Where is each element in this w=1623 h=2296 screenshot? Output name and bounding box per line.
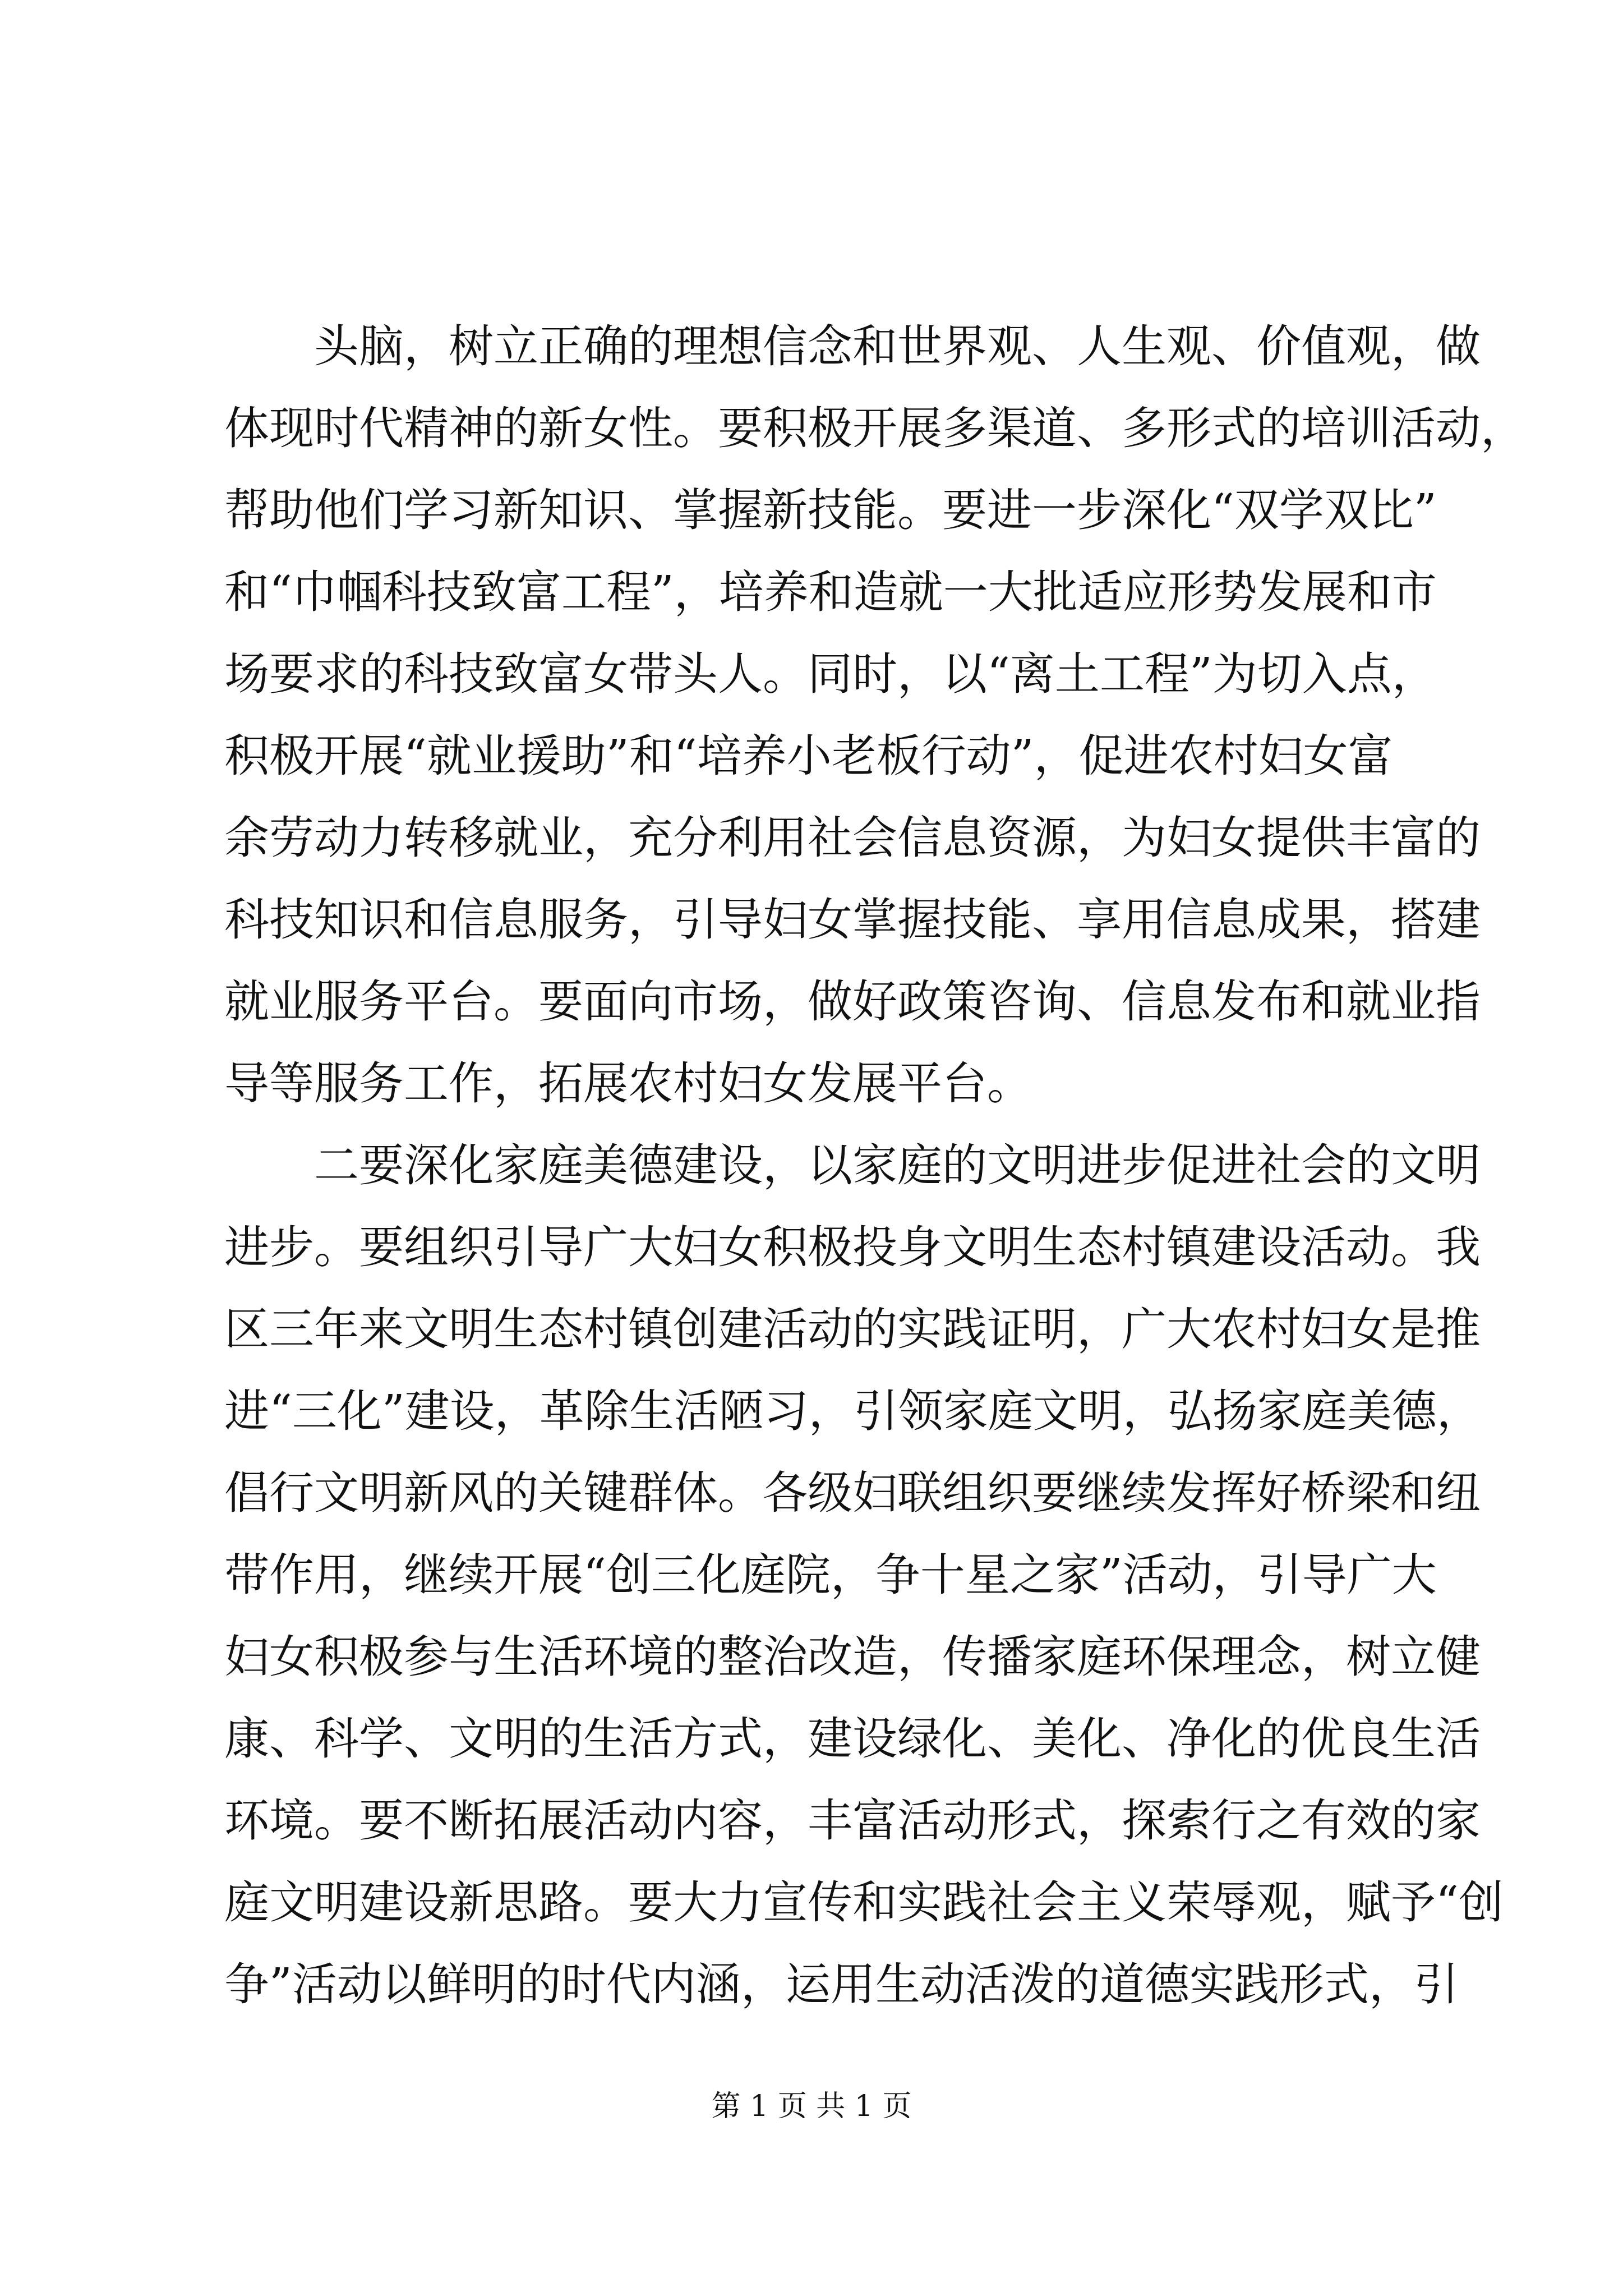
text-line: 积极开展“就业援助”和“培养小老板行动”，促进农村妇女富 [224, 730, 1393, 782]
text-line: 倡行文明新风的关键群体。各级妇联组织要继续发挥好桥梁和纽 [224, 1467, 1481, 1519]
page-footer [0, 2087, 1623, 2126]
text-line: 康、科学、文明的生活方式，建设绿化、美化、净化的优良生活 [224, 1713, 1481, 1765]
text-line: 体现时代精神的新女性。要积极开展多渠道、多形式的培训活动， [224, 402, 1525, 454]
text-line: 和“巾帼科技致富工程”，培养和造就一大批适应形势发展和市 [224, 566, 1437, 618]
text-line: 进步。要组织引导广大妇女积极投身文明生态村镇建设活动。我 [224, 1221, 1481, 1273]
text-line: 庭文明建设新思路。要大力宣传和实践社会主义荣辱观，赋予“创 [224, 1876, 1504, 1929]
text-line: 妇女积极参与生活环境的整治改造，传播家庭环保理念，树立健 [224, 1631, 1481, 1683]
text-line: 科技知识和信息服务，引导妇女掌握技能、享用信息成果，搭建 [224, 894, 1481, 946]
text-line: 就业服务平台。要面向市场，做好政策咨询、信息发布和就业指 [224, 976, 1481, 1028]
text-line: 争”活动以鲜明的时代内涵，运用生动活泼的道德实践形式，引 [224, 1958, 1459, 2010]
text-line: 头脑，树立正确的理想信念和世界观、人生观、价值观，做 [314, 320, 1481, 372]
text-line: 二要深化家庭美德建设，以家庭的文明进步促进社会的文明 [314, 1139, 1481, 1191]
text-line: 环境。要不断拓展活动内容，丰富活动形式，探索行之有效的家 [224, 1795, 1481, 1847]
page-number-label: 第 1 页 共 1 页 [711, 2090, 912, 2123]
text-line: 区三年来文明生态村镇创建活动的实践证明，广大农村妇女是推 [224, 1303, 1481, 1355]
text-line: 余劳动力转移就业，充分利用社会信息资源，为妇女提供丰富的 [224, 812, 1481, 864]
text-line: 帮助他们学习新知识、掌握新技能。要进一步深化“双学双比” [224, 484, 1437, 536]
text-line: 场要求的科技致富女带头人。同时，以“离土工程”为切入点， [224, 648, 1437, 700]
text-line: 导等服务工作，拓展农村妇女发展平台。 [224, 1057, 1032, 1110]
text-line: 进“三化”建设，革除生活陋习，引领家庭文明，弘扬家庭美德， [224, 1385, 1482, 1437]
text-line: 带作用，继续开展“创三化庭院，争十星之家”活动，引导广大 [224, 1549, 1437, 1601]
document-body [224, 306, 1525, 2026]
